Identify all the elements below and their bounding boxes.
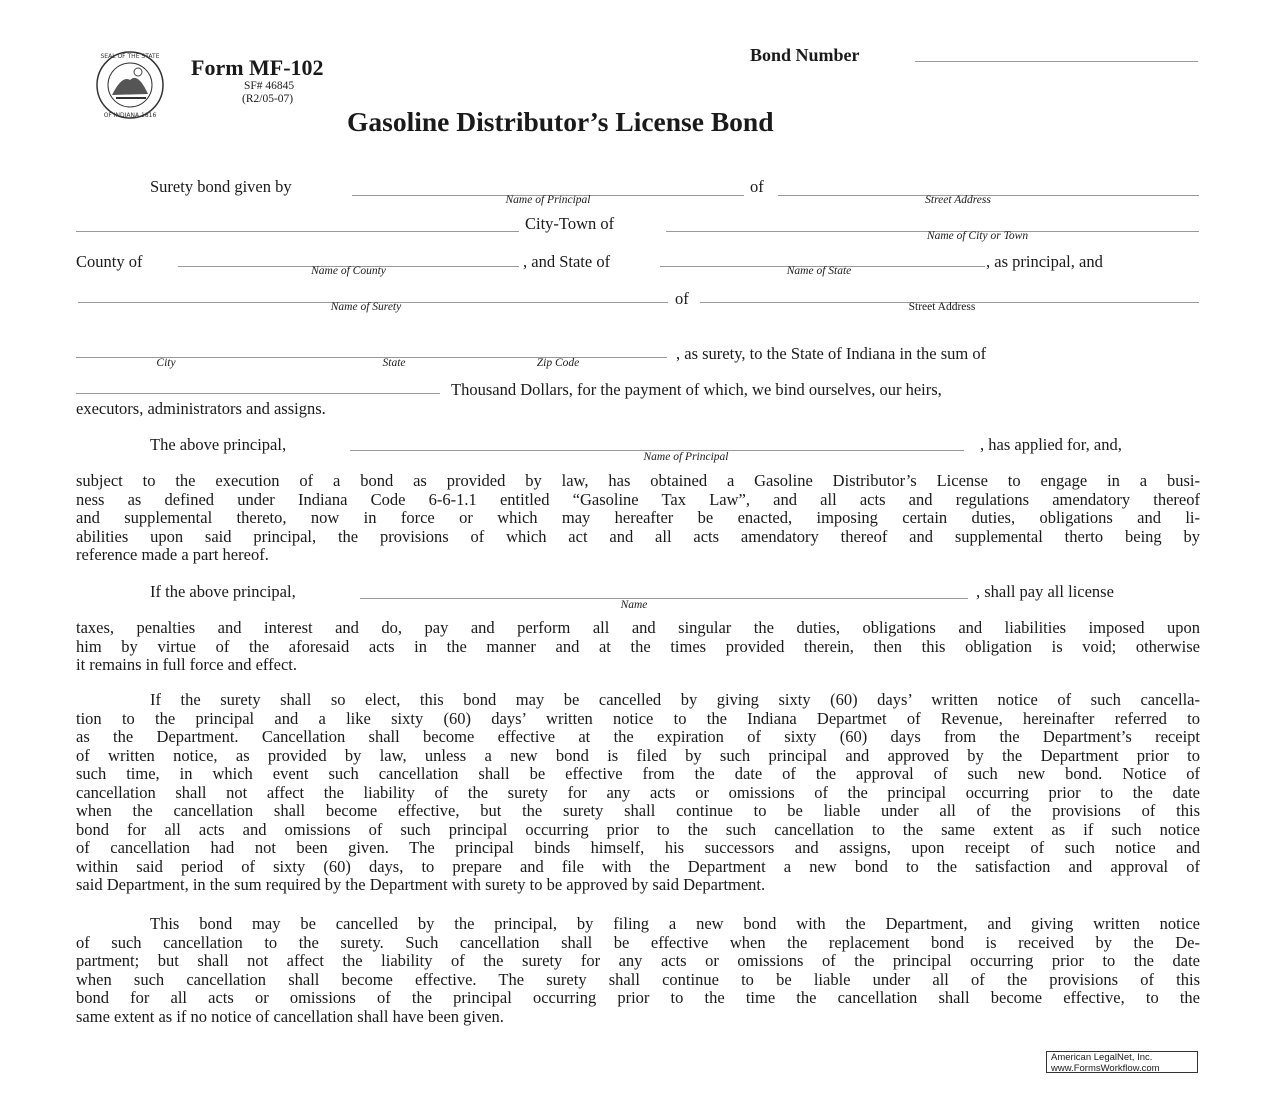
surety-cancellation-paragraph (76, 691, 1200, 895)
svg-text:SEAL OF THE STATE: SEAL OF THE STATE (100, 53, 160, 60)
revision-date: (R2/05-07) (242, 93, 294, 105)
surety-street-caption: Street Address (908, 301, 976, 313)
bond-number-field[interactable] (915, 61, 1198, 62)
as-surety-label: , as surety, to the State of Indiana in the sum of (676, 344, 987, 363)
text-line: taxes, penalties and interest and do, pay and perform all and singular the duties, obligations and liabilities imposed upon (76, 618, 1200, 637)
text-line: such time, in which event such cancellation shall be effective from the date of the approval of such new bond. Notice of (76, 764, 1200, 783)
principal-street-caption: Street Address (925, 194, 991, 206)
text-line: This bond may be cancelled by the principal, by filing a new bond with the Department, and giving written notice (150, 914, 1200, 933)
text-line: said Department, in the sum required by the Department with surety to be approved by said Department. (76, 875, 766, 894)
state-of-label: , and State of (523, 252, 611, 271)
text-line: same extent as if no notice of cancellation shall have been given. (76, 1006, 504, 1026)
city-caption: City (156, 357, 176, 369)
text-line: If the surety shall so elect, this bond may be cancelled by giving sixty (60) days’ written notice of such cancella- (150, 690, 1200, 709)
text-line: within said period of sixty (60) days, to prepare and file with the Department a new bond to the satisfaction and approval of (76, 856, 1200, 876)
text-line: it remains in full force and effect. (76, 655, 297, 674)
sf-number: SF# 46845 (244, 80, 295, 92)
surety-given-by-label: Surety bond given by (150, 177, 292, 196)
text-line: when the cancellation shall become effective, but the surety shall continue to be liable under all of the provisions of this (76, 801, 1200, 820)
surety-name-caption: Name of Surety (330, 301, 402, 313)
text-line: of cancellation had not been given. The principal binds himself, his successors and assigns, upon receipt of such notice and (76, 838, 1200, 857)
principal-name-caption: Name of Principal (505, 194, 591, 206)
publisher-stamp (1046, 1051, 1198, 1073)
county-label: County of (76, 252, 143, 271)
county-caption: Name of County (311, 265, 386, 277)
obligation-paragraph (76, 619, 1200, 675)
city-town-label: City-Town of (525, 214, 615, 233)
thousand-dollars-text: Thousand Dollars, for the payment of which, we bind ourselves, our heirs, (451, 380, 942, 399)
text-line: ness as defined under Indiana Code 6-6-1.1 entitled “Gasoline Tax Law”, and all acts and regulations amendatory thereof (76, 489, 1200, 509)
bond-amount-field[interactable] (76, 393, 440, 394)
text-line: when such cancellation shall become effective. The surety shall continue to be liable under all of the provisions of this (76, 969, 1200, 989)
as-principal-label: , as principal, and (986, 252, 1103, 271)
text-line: abilities upon said principal, the provisions of which act and all acts amendatory thereof and supplemental therto being by (76, 526, 1200, 546)
text-line: him by virtue of the aforesaid acts in the manner and at the times provided therein, then this obligation is void; otherwise (76, 636, 1200, 656)
state-caption: Name of State (786, 265, 852, 277)
obligor-name-caption: Name (620, 599, 648, 611)
form-number: Form MF-102 (191, 55, 324, 80)
text-line: bond for all acts or omissions of the principal occurring prior to the time the cancellation shall become effective, to the (76, 988, 1200, 1007)
svg-text:OF INDIANA 1816: OF INDIANA 1816 (103, 112, 157, 119)
shall-pay-label: , shall pay all license (976, 582, 1114, 601)
executors-text: executors, administrators and assigns. (76, 399, 326, 418)
text-line: tion to the principal and a like sixty (60) days’ written notice to the Indiana Departmet of Revenue, hereinafter referred to (76, 708, 1200, 728)
has-applied-label: , has applied for, and, (980, 435, 1122, 454)
page-title: Gasoline Distributor’s License Bond (347, 106, 774, 137)
above-principal-label: The above principal, (150, 435, 287, 454)
text-line: reference made a part hereof. (76, 545, 269, 564)
text-line: cancellation shall not affect the liability of the surety for any acts or omissions of the principal occurring prior to the date (76, 782, 1200, 802)
text-line: as the Department. Cancellation shall become effective at the expiration of sixty (60) days from the Department’s receipt (76, 727, 1200, 746)
of-label-1: of (750, 177, 764, 196)
text-line: subject to the execution of a bond as provided by law, has obtained a Gasoline Distributor’s License to engage in a busi- (76, 471, 1200, 490)
city-town-caption: Name of City or Town (926, 230, 1029, 242)
text-line: of such cancellation to the surety. Such cancellation shall be effective when the replacement bond is received by the De- (76, 932, 1200, 952)
applicant-principal-caption: Name of Principal (643, 451, 729, 463)
text-line: and supplemental thereto, now in force or which may hereafter be enacted, imposing certain duties, obligations and li- (76, 508, 1200, 527)
principal-street-continued-field[interactable] (76, 231, 519, 232)
principal-cancellation-paragraph (76, 915, 1200, 1026)
publisher-website: www.FormsWorkflow.com (1051, 1062, 1160, 1074)
of-label-2: of (675, 289, 689, 308)
state-seal (72, 50, 188, 120)
state-caption-2: State (382, 357, 406, 369)
zip-caption: Zip Code (536, 357, 580, 369)
text-line: partment; but shall not affect the liability of the surety for any acts or omissions of the principal occurring prior to the date (76, 951, 1200, 970)
publisher-name: American LegalNet, Inc. (1051, 1052, 1153, 1063)
if-above-principal-label: If the above principal, (150, 582, 296, 601)
bond-number-label: Bond Number (750, 45, 860, 65)
license-paragraph (76, 472, 1200, 565)
text-line: of written notice, as provided by law, unless a new bond is filed by such principal and approved by the Department prior to (76, 745, 1200, 765)
text-line: bond for all acts and omissions of such principal occurring prior to the such cancellation to the same extent as if such notice (76, 819, 1200, 839)
